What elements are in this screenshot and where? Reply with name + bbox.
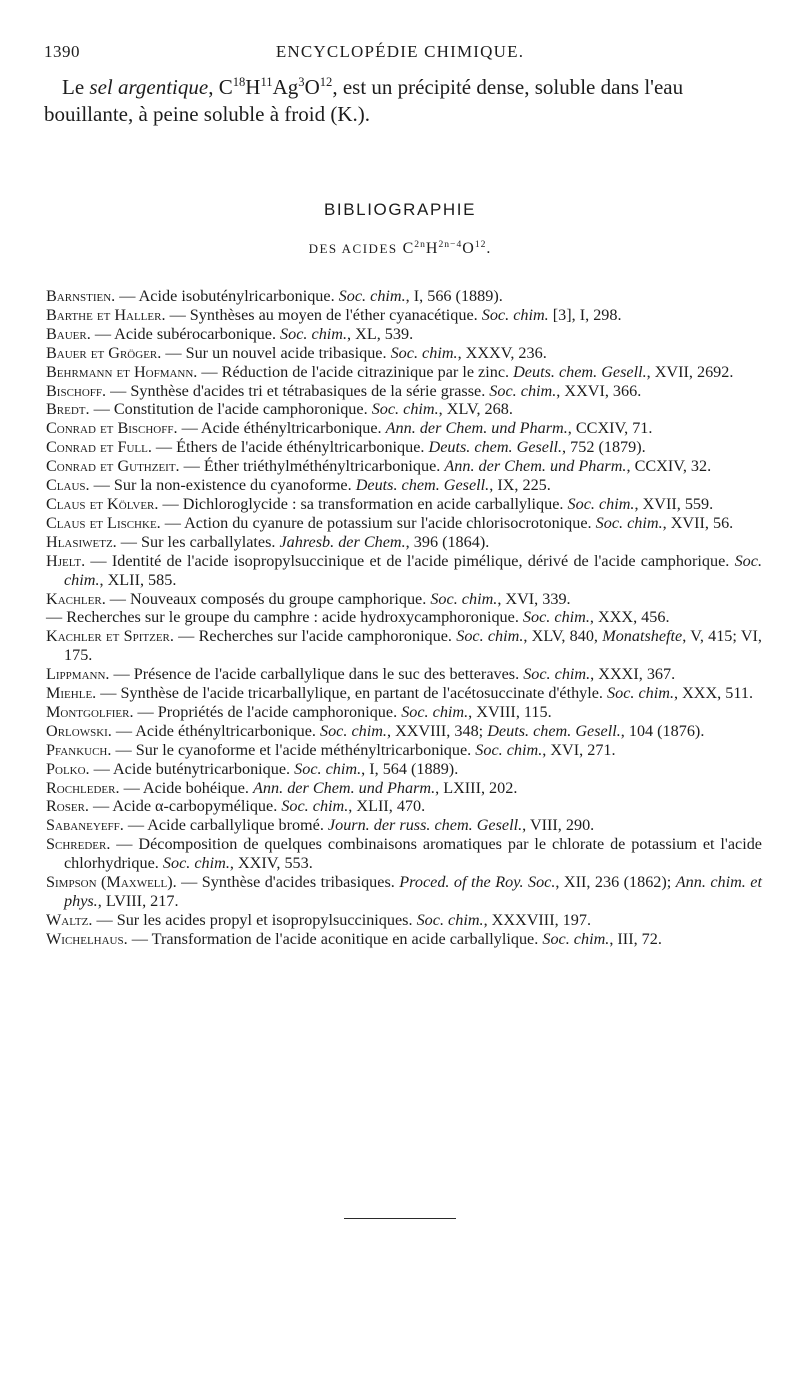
entry-author: Polko.	[46, 759, 90, 778]
entry-reference: , XXX, 511.	[674, 684, 754, 703]
entry-author: Conrad et Full.	[46, 438, 152, 457]
entry-author: Conrad et Guthzeit.	[46, 457, 180, 476]
entry-reference: , XLV, 268.	[438, 400, 513, 419]
entry-text: — Recherches sur l'acide camphoronique.	[173, 627, 457, 646]
entry-journal: Soc. chim.	[595, 513, 663, 532]
entry-journal: Soc. chim.	[567, 494, 635, 513]
entry-journal: Soc. chim.	[390, 343, 458, 362]
intro-formula: $C^{18}H^{11}Ag^3O^{12}$	[218, 74, 333, 99]
entry-text: — Synthèse de l'acide tricarballylique, en partant de l'acétosuccinate d'éthyle.	[96, 684, 608, 703]
entry-text: — Synthèses au moyen de l'éther cyanacétique.	[165, 305, 482, 324]
entry-journal: Soc. chim.	[607, 684, 675, 703]
entry-reference: , CCXIV, 71.	[567, 419, 653, 438]
entry-reference: , XVII, 56.	[662, 513, 734, 532]
entry-text: — Acide bohéique.	[119, 778, 254, 797]
entry-author: Lippmann.	[46, 665, 110, 684]
end-rule	[344, 1218, 456, 1219]
bibliography-entry	[46, 325, 762, 344]
entry-text: — Acide carballylique bromé.	[123, 816, 328, 835]
entry-author: Rochleder.	[46, 778, 120, 797]
entry-journal: Soc. chim.	[401, 702, 469, 721]
entry-journal: Soc. chim.	[64, 551, 762, 589]
entry-reference: , 396 (1864).	[405, 532, 490, 551]
bibliography-entry	[46, 514, 762, 533]
entry-reference: , I, 564 (1889).	[361, 759, 459, 778]
bibliography-entry	[46, 760, 762, 779]
entry-author: Hlasiwetz.	[46, 532, 117, 551]
entry-reference: , I, 566 (1889).	[405, 287, 503, 305]
entry-journal: Proced. of the Roy. Soc.	[399, 873, 556, 892]
bibliography-entry	[46, 684, 762, 703]
entry-text: — Réduction de l'acide citrazinique par le zinc.	[197, 362, 514, 381]
entry-journal: Soc. chim.	[319, 721, 387, 740]
entry-reference: , XXX, 456.	[589, 608, 670, 627]
intro-text-start: Le	[62, 75, 90, 99]
entry-author: Kachler.	[46, 589, 106, 608]
entry-author: Simpson (Maxwell).	[46, 873, 177, 892]
entry-text: — Identité de l'acide isopropylsuccinique et de l'acide pimélique, dérivé de l'acide camphorique.	[85, 551, 735, 570]
entry-journal: Deuts. chem. Gesell.	[513, 362, 647, 381]
bibliography-entry	[46, 930, 762, 949]
entry-author: Hjelt.	[46, 551, 86, 570]
bibliography-entry	[46, 552, 762, 590]
entry-journal: Jahresb. der Chem.	[279, 532, 406, 551]
entry-reference: , XXXVIII, 197.	[483, 910, 592, 929]
entry-journal: Soc. chim.	[430, 589, 498, 608]
entry-text: — Synthèse d'acides tri et tétrabasiques de la série grasse.	[106, 381, 490, 400]
intro-paragraph	[44, 74, 756, 128]
entry-reference-2: , V, 415; VI, 175.	[64, 627, 762, 665]
entry-journal: Soc. chim.	[162, 854, 230, 873]
entry-journal-2: Ann. chim. et phys.	[64, 873, 762, 910]
entry-author: Claus.	[46, 476, 90, 495]
page-number: 1390	[44, 42, 80, 61]
entry-reference: , XVIII, 115.	[468, 702, 552, 721]
entry-journal: Soc. chim.	[481, 305, 549, 324]
entry-reference: , XXIV, 553.	[229, 854, 313, 873]
entry-author: Orlowski.	[46, 721, 112, 740]
bibliography-entry	[46, 665, 762, 684]
entry-text: — Présence de l'acide carballylique dans le suc des betteraves.	[109, 665, 524, 684]
entry-author: Schreder.	[46, 835, 111, 854]
entry-author: Sabaneyeff.	[46, 816, 124, 835]
entry-text: — Sur les acides propyl et isopropylsucciniques.	[92, 910, 417, 929]
bibliography-entry	[46, 627, 762, 665]
entry-text: — Nouveaux composés du groupe camphorique.	[105, 589, 431, 608]
bibliography-entry	[46, 608, 762, 627]
bibliography-subtitle	[0, 240, 800, 258]
entry-reference: , 752 (1879).	[562, 438, 646, 457]
entry-author: Behrmann et Hofmann.	[46, 362, 198, 381]
bibliography-entry	[46, 590, 762, 609]
subtitle-prefix: DES ACIDES	[308, 241, 398, 256]
entry-reference-2: , LVIII, 217.	[97, 892, 179, 910]
bibliography-entry	[46, 835, 762, 873]
bibliography-entry	[46, 722, 762, 741]
entry-text: — Acide α-carbopymélique.	[88, 797, 282, 816]
entry-text: — Sur la non-existence du cyanoforme.	[89, 476, 356, 495]
intro-line-1: Le sel argentique, $C^{18}H^{11}Ag^3O^{12}$, est un précipité dense, soluble dans l'eau	[62, 74, 684, 99]
entry-reference: , XVII, 2692.	[646, 362, 734, 381]
entry-reference: , XLII, 470.	[348, 797, 426, 816]
entry-journal: Journ. der russ. chem. Gesell.	[327, 816, 523, 835]
entry-text: — Acide éthényltricarbonique.	[111, 721, 320, 740]
bibliography-entry	[46, 741, 762, 760]
entry-author: Bauer et Gröger.	[46, 343, 162, 362]
bibliography-entry	[46, 344, 762, 363]
entry-text: — Transformation de l'acide aconitique en acide carballylique.	[127, 929, 543, 948]
entry-author: Bredt.	[46, 400, 90, 419]
subtitle-end: .	[486, 240, 492, 257]
entry-journal: Deuts. chem. Gesell.	[355, 476, 490, 495]
entry-author: Waltz.	[46, 910, 93, 929]
entry-author: Bauer.	[46, 324, 91, 343]
entry-reference: , III, 72.	[609, 929, 662, 948]
entry-reference: , XLII, 585.	[99, 570, 177, 589]
entry-journal: Soc. chim.	[280, 324, 348, 343]
entry-reference: , XVI, 271.	[542, 740, 616, 759]
bibliography-entry	[46, 438, 762, 457]
bibliography-entry	[46, 797, 762, 816]
entry-text: — Constitution de l'acide camphoronique.	[89, 400, 372, 419]
entry-journal: Soc. chim.	[338, 287, 406, 305]
entry-journal: Soc. chim.	[456, 627, 524, 646]
bibliography-entry	[46, 476, 762, 495]
entry-text: — Décomposition de quelques combinaisons aromatiques par le chlorate de potassium et l'acide chlorhydrique.	[64, 835, 762, 873]
running-title: ENCYCLOPÉDIE CHIMIQUE.	[275, 42, 525, 61]
entry-reference: , XXXI, 367.	[590, 665, 676, 684]
entry-reference: , XL, 539.	[347, 324, 414, 343]
entry-author: Claus et Lischke.	[46, 513, 161, 532]
bibliography-entry	[46, 457, 762, 476]
page-header	[44, 40, 756, 66]
bibliography-entry	[46, 911, 762, 930]
entry-reference: , XXVI, 366.	[556, 381, 642, 400]
bibliography-entry	[46, 703, 762, 722]
bibliography-entry	[46, 779, 762, 798]
entry-journal-2: Deuts. chem. Gesell.	[487, 721, 621, 740]
entry-journal: Ann. der Chem. und Pharm.	[444, 457, 627, 476]
bibliography-entry	[46, 873, 762, 911]
bibliography-entry	[46, 287, 762, 306]
entry-text: — Acide buténytricarbonique.	[89, 759, 295, 778]
bibliography-entry	[46, 363, 762, 382]
bibliography-entry	[46, 306, 762, 325]
entry-text: — Synthèse d'acides tribasiques.	[176, 873, 400, 892]
entry-journal-2: Monatshefte	[602, 627, 683, 646]
bibliography-entry	[46, 533, 762, 552]
intro-italic-term: sel argentique	[89, 75, 209, 99]
entry-journal: Deuts. chem. Gesell.	[428, 438, 563, 457]
entry-text: — Éthers de l'acide éthényltricarbonique.	[151, 438, 429, 457]
entry-reference-2: , 104 (1876).	[620, 721, 705, 740]
entry-author: Barthe et Haller.	[46, 305, 166, 324]
entry-author: Bischoff.	[46, 381, 107, 400]
bibliography-entry	[46, 816, 762, 835]
entry-journal: Soc. chim.	[371, 400, 439, 419]
entry-text: — Sur le cyanoforme et l'acide méthényltricarbonique.	[111, 740, 476, 759]
entry-text: — Acide éthényltricarbonique.	[177, 419, 386, 438]
bibliography-title: BIBLIOGRAPHIE	[323, 200, 477, 219]
entry-author: Wichelhaus.	[46, 929, 128, 948]
entry-text: — Acide subérocarbonique.	[90, 324, 281, 343]
entry-reference: , VIII, 290.	[522, 816, 595, 835]
entry-author: Miehle.	[46, 684, 97, 703]
entry-journal: Soc. chim.	[489, 381, 557, 400]
entry-text: — Acide isobuténylricarbonique.	[115, 287, 339, 305]
entry-author: Conrad et Bischoff.	[46, 419, 178, 438]
entry-text: — Action du cyanure de potassium sur l'acide chlorisocrotonique.	[160, 513, 596, 532]
entry-journal: Soc. chim.	[542, 929, 610, 948]
entry-text: — Propriétés de l'acide camphoronique.	[133, 702, 402, 721]
entry-journal: Soc. chim.	[523, 665, 591, 684]
entry-author: Barnstien.	[46, 287, 116, 305]
entry-journal: Ann. der Chem. und Pharm.	[385, 419, 568, 438]
entry-text: — Dichloroglycide : sa transformation en acide carballylique.	[158, 494, 568, 513]
entry-journal: Soc. chim.	[475, 740, 543, 759]
entry-text: — Sur un nouvel acide tribasique.	[161, 343, 391, 362]
entry-author: Roser.	[46, 797, 89, 816]
bibliography-entry	[46, 382, 762, 401]
entry-reference: , LXIII, 202.	[435, 778, 518, 797]
bibliography-list	[46, 287, 762, 949]
entry-text: — Éther triéthylméthényltricarbonique.	[179, 457, 445, 476]
entry-journal: Soc. chim.	[522, 608, 590, 627]
entry-author: Pfankuch.	[46, 740, 112, 759]
entry-text: — Recherches sur le groupe du camphre : acide hydroxycamphoronique.	[46, 608, 523, 627]
entry-reference: [3], I, 298.	[548, 305, 622, 324]
entry-author: Kachler et Spitzer.	[46, 627, 174, 646]
bibliography-entry	[46, 400, 762, 419]
entry-reference: , XXXV, 236.	[457, 343, 547, 362]
entry-journal: Soc. chim.	[416, 910, 484, 929]
entry-journal: Ann. der Chem. und Pharm.	[253, 778, 436, 797]
entry-reference: , XLV, 840,	[523, 627, 603, 646]
entry-reference: , XVI, 339.	[497, 589, 571, 608]
entry-reference: , XXVIII, 348;	[386, 721, 488, 740]
subtitle-formula: $C^{2n}H^{2n-4}O^{12}$	[402, 238, 487, 257]
entry-journal: Soc. chim.	[281, 797, 349, 816]
entry-journal: Soc. chim.	[294, 759, 362, 778]
entry-text: — Sur les carballylates.	[116, 532, 280, 551]
entry-author: Claus et Kölver.	[46, 494, 159, 513]
entry-reference: , IX, 225.	[489, 476, 551, 495]
entry-reference: , CCXIV, 32.	[626, 457, 712, 476]
bibliography-entry	[46, 495, 762, 514]
intro-line-2: bouillante, à peine soluble à froid (K.).	[44, 102, 370, 126]
entry-reference: , XVII, 559.	[634, 494, 714, 513]
entry-reference: , XII, 236 (1862);	[555, 873, 676, 892]
bibliography-entry	[46, 419, 762, 438]
intro-text-end: , est un précipité dense, soluble dans l'eau	[332, 75, 684, 99]
entry-author: Montgolfier.	[46, 702, 134, 721]
